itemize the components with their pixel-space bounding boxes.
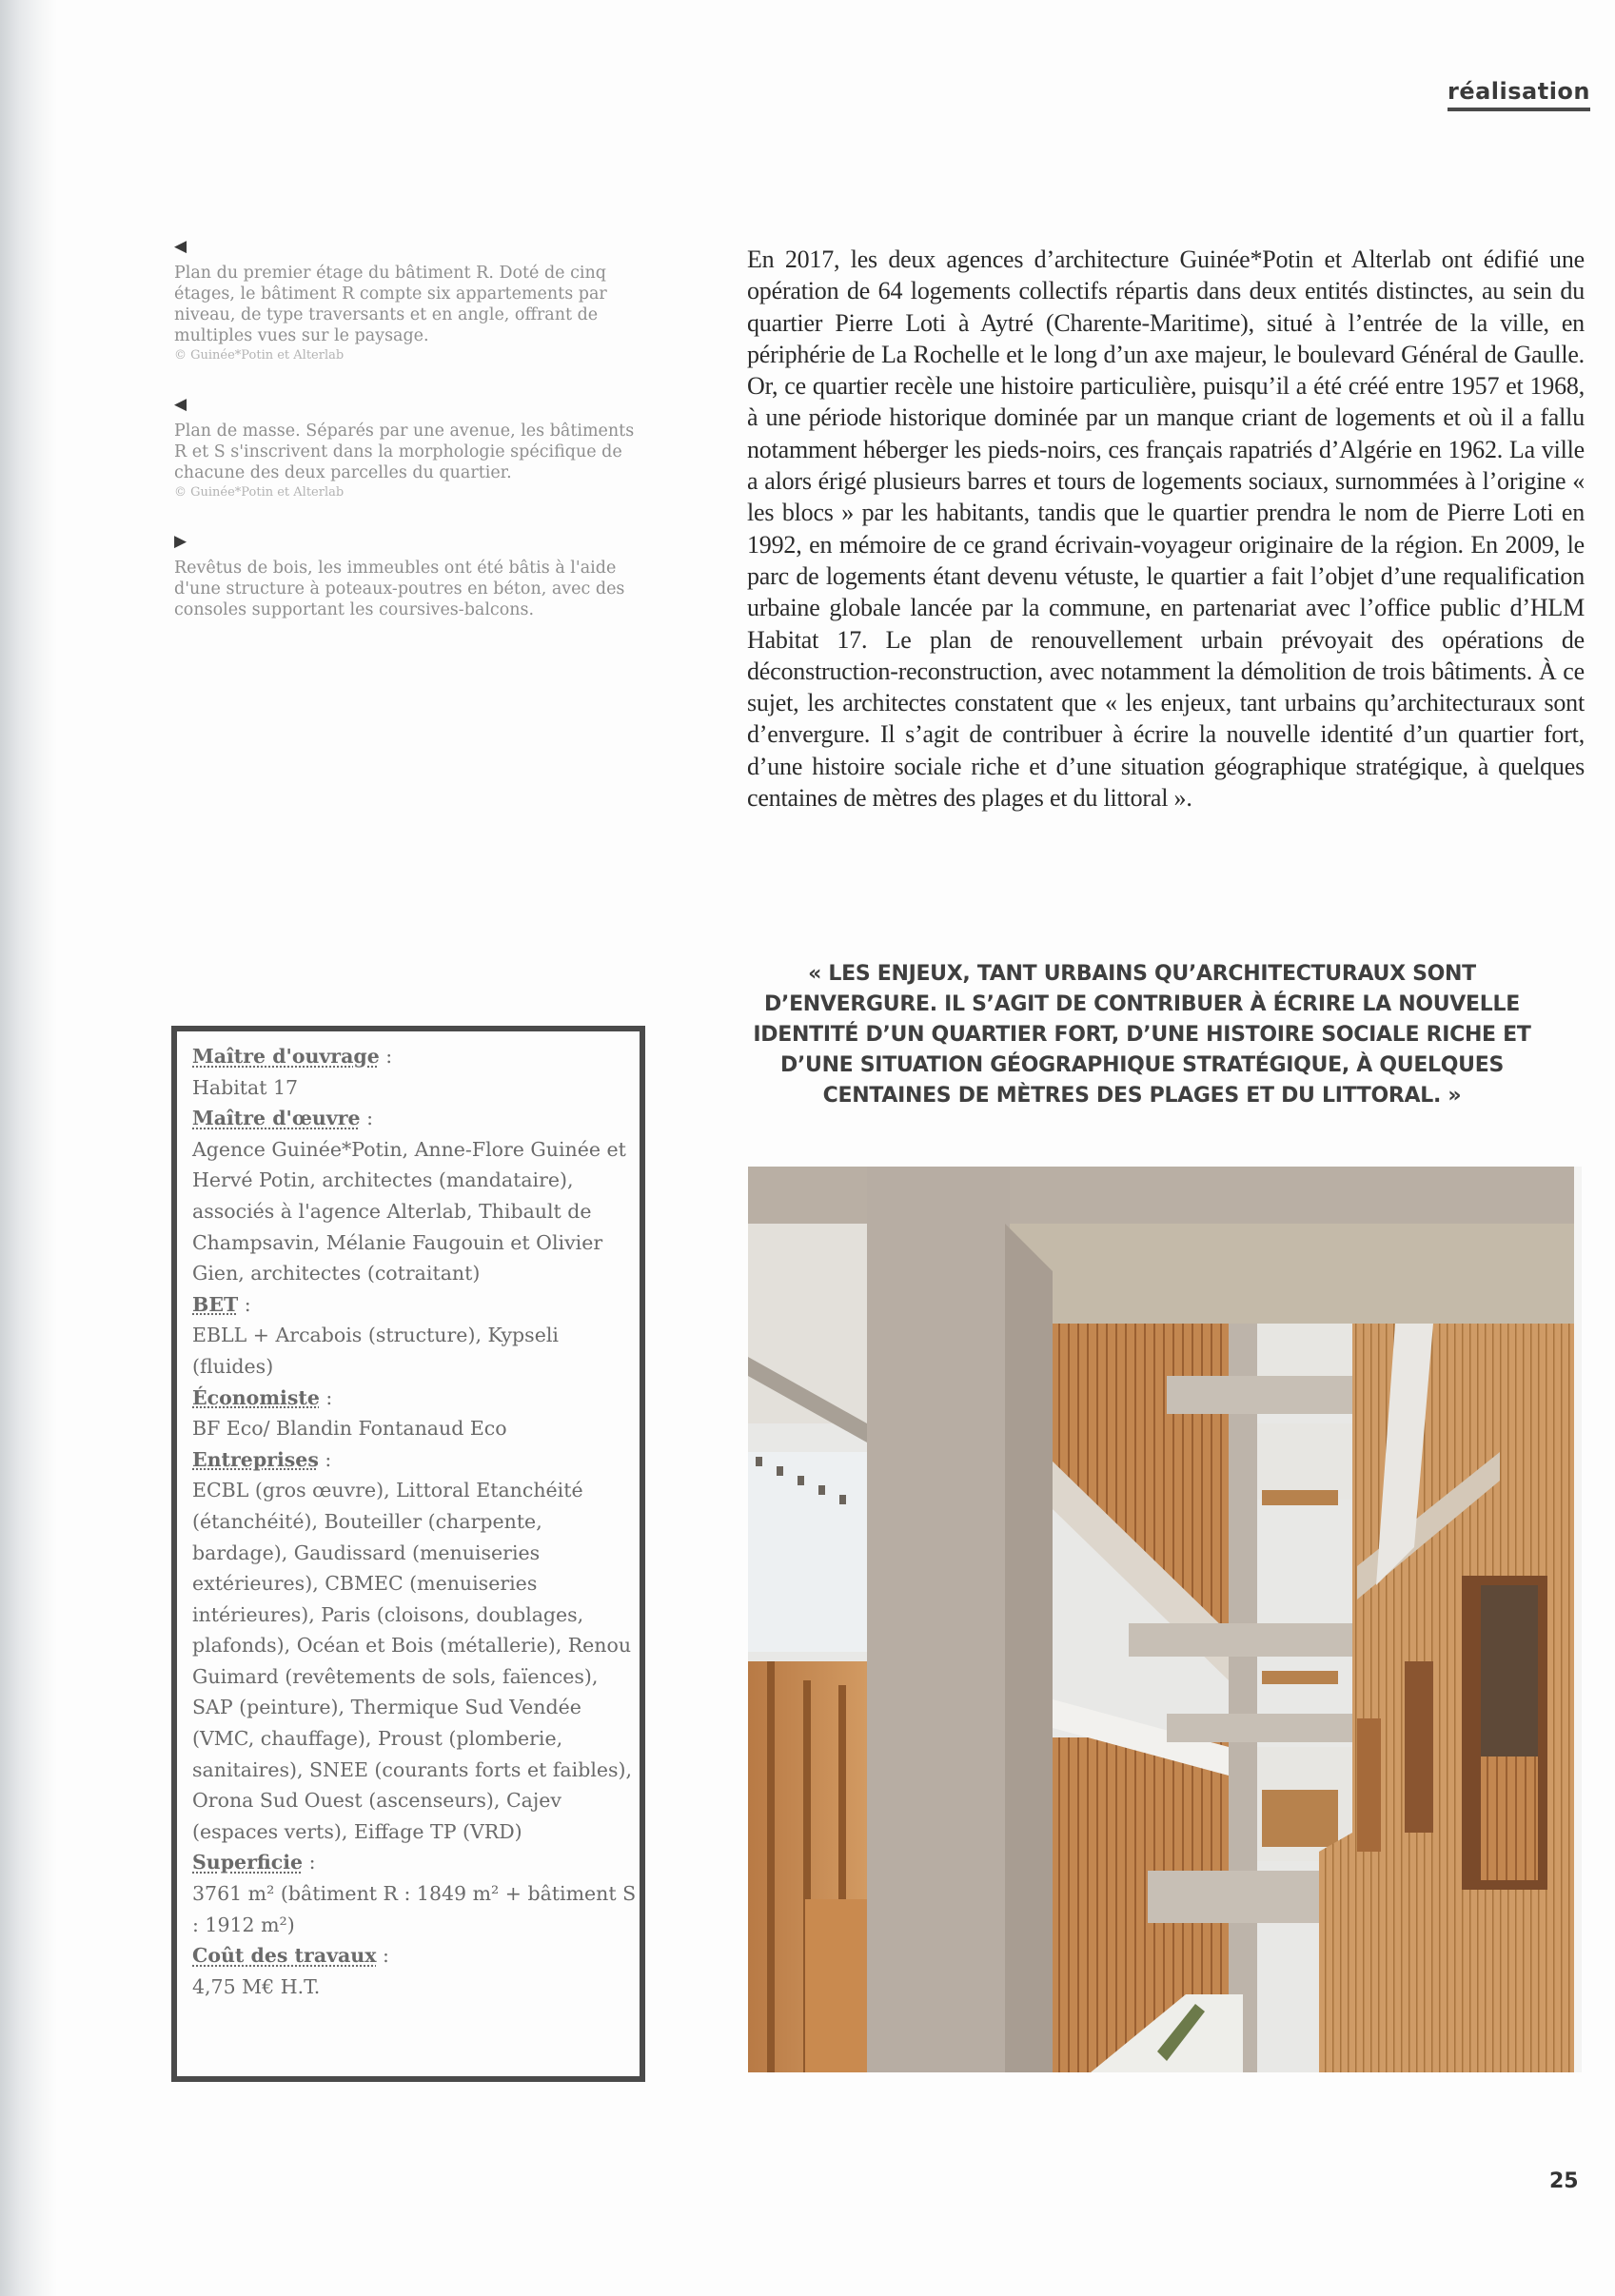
building-photo	[748, 1167, 1582, 2072]
caption-text: Plan de masse. Séparés par une avenue, les bâtiments R et S s'inscrivent dans la morphologie spécifique de chacune des deux parcelles du quartier.	[174, 422, 635, 482]
credit-maitre-oeuvre: Maître d'œuvre : Agence Guinée*Potin, Anne-Flore Guinée et Hervé Potin, architectes (mandataire), associés à l'agence Alterlab, Thibault de Champsavin, Mélanie Faugouin et Olivier Gien, architectes (cotraitant)	[192, 1103, 640, 1289]
credit-superficie: Superficie : 3761 m² (bâtiment R : 1849 m² + bâtiment S : 1912 m²)	[192, 1847, 640, 1940]
figure-captions	[174, 236, 650, 649]
credit-label: Maître d'œuvre	[192, 1107, 361, 1130]
caption-site-plan	[174, 394, 650, 502]
credit-cout-travaux: Coût des travaux : 4,75 M€ H.T.	[192, 1940, 640, 2002]
page-gutter-shadow	[0, 0, 57, 2296]
photo-coursives-illustration	[748, 1167, 1582, 2072]
credit-value: Agence Guinée*Potin, Anne-Flore Guinée et Hervé Potin, architectes (mandataire), associés à l'agence Alterlab, Thibault de Champsavin, Mélanie Faugouin et Olivier Gien, architectes (cotraitant)	[192, 1137, 626, 1285]
caption-first-floor-plan	[174, 236, 650, 365]
credit-value: BF Eco/ Blandin Fontanaud Eco	[192, 1417, 507, 1441]
caption-text: Plan du premier étage du bâtiment R. Doté de cinq étages, le bâtiment R compte six appartements par niveau, de type traversants et en angle, offrant de multiples vues sur le paysage.	[174, 264, 607, 345]
credit-value: Habitat 17	[192, 1075, 299, 1099]
caption-credit: © Guinée*Potin et Alterlab	[174, 485, 345, 500]
credit-value: EBLL + Arcabois (structure), Kypseli (fluides)	[192, 1324, 559, 1378]
credit-label: Économiste	[192, 1385, 320, 1409]
article-body: En 2017, les deux agences d’architecture Guinée*Potin et Alterlab ont édifié une opération de 64 logements collectifs répartis dans deux entités distinctes, au sein du quartier Pierre Loti à Aytré (Charente-Maritime), situé à l’entrée de la ville, en périphérie de La Rochelle et le long d’un axe majeur, le boulevard Général de Gaulle. Or, ce quartier recèle une histoire particulière, puisqu’il a été créé entre 1957 et 1968, à une période historique dominée par un manque criant de logements et où il a fallu notamment héberger les pieds-noirs, ces français rapatriés d’Algérie en 1962. La ville a alors érigé plusieurs barres et tours de logements sociaux, surnommées à l’origine « les blocs » par les habitants, tandis que le quartier prendra le nom de Pierre Loti en 1992, en mémoire de ce grand écrivain-voyageur originaire de la région. En 2009, le parc de logements étant devenu vétuste, le quartier a fait l’objet d’une requalification urbaine globale lancée par la commune, en partenariat avec l’office public d’HLM Habitat 17. Le plan de renouvellement urbain prévoyait des opérations de déconstruction-reconstruction, avec notamment la démolition de trois bâtiments. À ce sujet, les architectes constatent que « les enjeux, tant urbains qu’architecturaux sont d’envergure. Il s’agit de contribuer à écrire la nouvelle identité d’un quartier fort, d’une histoire sociale riche et d’une situation géographique stratégique, à quelques centaines de mètres des plages et du littoral ».	[747, 245, 1585, 813]
arrow-right-icon: ▶	[174, 532, 187, 551]
project-credits-box	[171, 1026, 645, 2082]
page-number: 25	[1549, 2169, 1579, 2193]
credit-value: ECBL (gros œuvre), Littoral Etanchéité (étanchéité), Bouteiller (charpente, bardage), Gaudissard (menuiseries extérieures), CBMEC (menuiseries intérieures), Paris (cloisons, doublages, plafonds), Océan et Bois (métallerie), Renou Guimard (revêtements de sols, faïences), SAP (peinture), Thermique Sud Vendée (VMC, chauffage), Proust (plomberie, sanitaires), SNEE (courants forts et faibles), Orona Sud Ouest (ascenseurs), Cajev (espaces verts), Eiffage TP (VRD)	[192, 1479, 633, 1843]
credit-maitre-ouvrage: Maître d'ouvrage : Habitat 17	[192, 1041, 640, 1103]
caption-text: Revêtus de bois, les immeubles ont été bâtis à l'aide d'une structure à poteaux-poutres en béton, avec des consoles supportant les coursives-balcons.	[174, 559, 625, 619]
credit-economiste: Économiste : BF Eco/ Blandin Fontanaud Eco	[192, 1383, 640, 1444]
credit-label: Entreprises	[192, 1447, 319, 1471]
caption-photo	[174, 531, 650, 620]
credit-entreprises: Entreprises : ECBL (gros œuvre), Littoral Etanchéité (étanchéité), Bouteiller (charpente, bardage), Gaudissard (menuiseries extérieures), CBMEC (menuiseries intérieures), Paris (cloisons, doublages, plafonds), Océan et Bois (métallerie), Renou Guimard (revêtements de sols, faïences), SAP (peinture), Thermique Sud Vendée (VMC, chauffage), Proust (plomberie, sanitaires), SNEE (courants forts et faibles), Orona Sud Ouest (ascenseurs), Cajev (espaces verts), Eiffage TP (VRD)	[192, 1444, 640, 1848]
caption-credit: © Guinée*Potin et Alterlab	[174, 348, 345, 363]
credit-label: BET	[192, 1292, 239, 1316]
credit-label: Superficie	[192, 1851, 304, 1874]
credit-bet: BET : EBLL + Arcabois (structure), Kypseli (fluides)	[192, 1289, 640, 1383]
arrow-left-icon: ◀	[174, 237, 187, 256]
credit-value: 4,75 M€ H.T.	[192, 1974, 321, 1998]
pull-quote: « LES ENJEUX, TANT URBAINS QU’ARCHITECTURAUX SONT D’ENVERGURE. IL S’AGIT DE CONTRIBUER À ÉCRIRE LA NOUVELLE IDENTITÉ D’UN QUARTIER FORT, D’UNE HISTOIRE SOCIALE RICHE ET D’UNE SITUATION GÉOGRAPHIQUE STRATÉGIQUE, À QUELQUES CENTAINES DE MÈTRES DES PLAGES ET DU LITTORAL. »	[753, 962, 1531, 1108]
section-tag: réalisation	[1448, 78, 1590, 111]
arrow-left-icon: ◀	[174, 395, 187, 414]
credit-label: Coût des travaux	[192, 1944, 377, 1968]
credit-value: 3761 m² (bâtiment R : 1849 m² + bâtiment S : 1912 m²)	[192, 1882, 637, 1936]
credit-label: Maître d'ouvrage	[192, 1045, 380, 1068]
